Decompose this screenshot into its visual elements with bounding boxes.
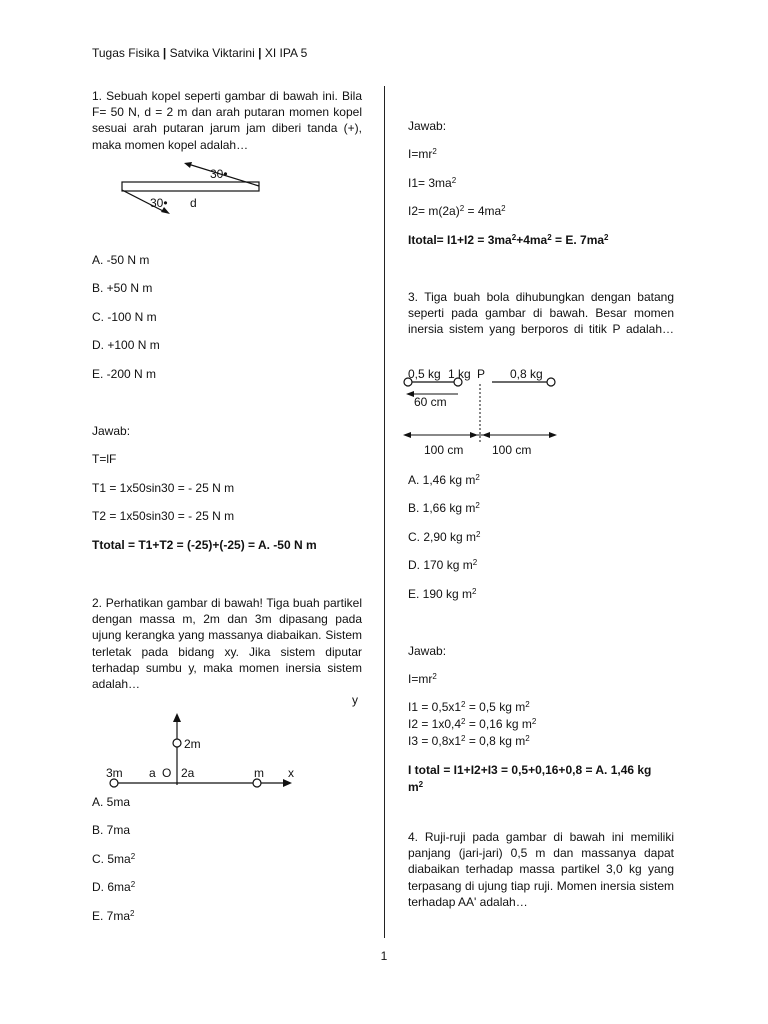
q1-option-d: D. +100 N m: [92, 338, 160, 352]
q3-work-line: $I2 = 1x0,4^2 = 0,16$ kg $m^2$: [408, 717, 537, 731]
q2-option-e: E. $7ma^2$: [92, 909, 135, 923]
q3-work-line: $I=mr^2$: [408, 672, 437, 686]
q1-beam: [122, 182, 259, 191]
q3-dim-arrow: [406, 391, 414, 397]
q1-answer-label: Jawab:: [92, 424, 131, 438]
q1-angle-top: 30•: [210, 167, 228, 181]
q3-work-line: $I3 = 0,8x1^2 = 0,8$ kg $m^2$: [408, 734, 530, 748]
q3-dim-arrow: [482, 432, 490, 438]
q2-work-line: $I=mr^2$: [408, 147, 437, 161]
q2-x-axis-label: x: [288, 766, 294, 780]
q1-option-a: A. -50 N m: [92, 253, 150, 267]
q2-option-b: B. 7ma: [92, 823, 131, 837]
q1-question: 1. Sebuah kopel seperti gambar di bawah ini. Bila F= 50 N, d = 2 m dan arah putaran momen kopel sesuai arah putaran jarum jam diberi tanda (+), maka momen kopel adalah…: [92, 89, 362, 152]
q2-y-arrow: [173, 713, 181, 722]
q3-option-c: C. 2,90 kg $m^2$: [408, 530, 481, 544]
q3-rod-figure: [400, 364, 580, 459]
q2-mass-2m-label: 2m: [184, 737, 201, 751]
q1-option-c: C. -100 N m: [92, 310, 157, 324]
q3-option-e: E. 190 kg $m^2$: [408, 587, 477, 601]
page-header: [92, 45, 307, 61]
q1-work-total: Ttotal = T1+T2 = (-25)+(-25) = A. -50 N m: [92, 538, 317, 552]
q3-dim-100cm-right-label: 100 cm: [492, 443, 532, 457]
q3-work-total: I total = I1+I2+I3 = 0,5+0,16+0,8 = A. 1,46 kg: [408, 763, 652, 777]
q2-y-axis-label: y: [352, 693, 358, 707]
q1-angle-bottom: 30•: [150, 196, 168, 210]
q3-dim-arrow: [470, 432, 478, 438]
q1-work-line: T1 = 1x50sin30 = - 25 N m: [92, 481, 235, 495]
header-separator: |: [258, 46, 262, 60]
q3-mass-08kg-label: 0,8 kg: [510, 367, 543, 381]
q3-answer-label: Jawab:: [408, 644, 447, 658]
q1-couple-figure: [92, 160, 292, 216]
q3-dim-100cm-left-label: 100 cm: [424, 443, 464, 457]
header-separator: |: [162, 46, 167, 60]
q4-question: 4. Ruji-ruji pada gambar di bawah ini memiliki panjang (jari-jari) 0,5 m dan massanya dapat diabaikan terhadap massa partikel 3,0 kg yang terpasang di ujung tiap ruji. Momen inersia sistem terhadap AA' adalah…: [408, 830, 674, 909]
q1-work-line: T2 = 1x50sin30 = - 25 N m: [92, 509, 235, 523]
q3-mass-1kg-label: 1 kg: [448, 367, 471, 381]
q2-option-a: A. 5ma: [92, 795, 131, 809]
q3-dim-60cm-label: 60 cm: [414, 395, 447, 409]
q2-work-line: $I2= m(2a)^2 = 4ma^2$: [408, 204, 506, 218]
q1-option-b: B. +50 N m: [92, 281, 153, 295]
q3-question: 3. Tiga buah bola dihubungkan dengan batang seperti pada gambar di bawah. Besar momen inersia sistem yang berporos di titik P adalah…: [408, 290, 674, 337]
q1-option-e: E. -200 N m: [92, 367, 157, 381]
q3-mass-05kg-label: 0,5 kg: [408, 367, 441, 381]
q3-work-total-unit: $m^2$: [408, 780, 424, 794]
q2-answer-label: Jawab:: [408, 119, 447, 133]
q2-distance-2a: 2a: [181, 766, 195, 780]
header-class: XI IPA 5: [264, 46, 308, 60]
header-name: Satvika Viktarini: [169, 46, 255, 60]
q2-mass-3m: [110, 779, 118, 787]
q2-option-c: C. $5ma^2$: [92, 852, 136, 866]
q3-dim-arrow: [403, 432, 411, 438]
q1-distance-label: d: [190, 196, 197, 210]
q2-mass-2m: [173, 739, 181, 747]
q1-work-line: T=lF: [92, 452, 117, 466]
q2-mass-m-label: m: [254, 766, 264, 780]
q3-option-b: B. 1,66 kg $m^2$: [408, 501, 480, 515]
page-number: 1: [380, 949, 388, 963]
column-divider: [384, 86, 385, 938]
q2-origin-label: O: [162, 766, 172, 780]
q2-work-total: Itotal= $I1+I2 = 3ma^2+4ma^2 = E$. $7ma^2$: [408, 233, 609, 247]
header-subject: Tugas Fisika: [92, 46, 160, 60]
q2-mass-3m-label: 3m: [106, 766, 123, 780]
q3-option-a: A. 1,46 kg $m^2$: [408, 473, 480, 487]
q2-distance-a: a: [149, 766, 156, 780]
q3-ball-08kg: [547, 378, 555, 386]
q2-option-d: D. $6ma^2$: [92, 880, 136, 894]
q1-arrow-head-top: [184, 162, 192, 168]
q2-axes-figure: [92, 690, 372, 800]
q3-option-d: D. 170 kg $m^2$: [408, 558, 478, 572]
q2-x-arrow: [283, 779, 292, 787]
q3-work-line: $I1 = 0,5x1^2 = 0,5$ kg $m^2$: [408, 700, 530, 714]
q2-work-line: $I1= 3ma^2$: [408, 176, 457, 190]
q2-question: 2. Perhatikan gambar di bawah! Tiga buah partikel dengan massa m, 2m dan 3m dipasang pada ujung kerangka yang massanya diabaikan. Sistem terletak pada bidang xy. Jika sistem diputar terhadap sumbu y, maka momen inersia sistem adalah…: [92, 596, 362, 691]
q2-mass-m: [253, 779, 261, 787]
q3-dim-arrow: [549, 432, 557, 438]
q3-pivot-label: P: [477, 367, 486, 381]
